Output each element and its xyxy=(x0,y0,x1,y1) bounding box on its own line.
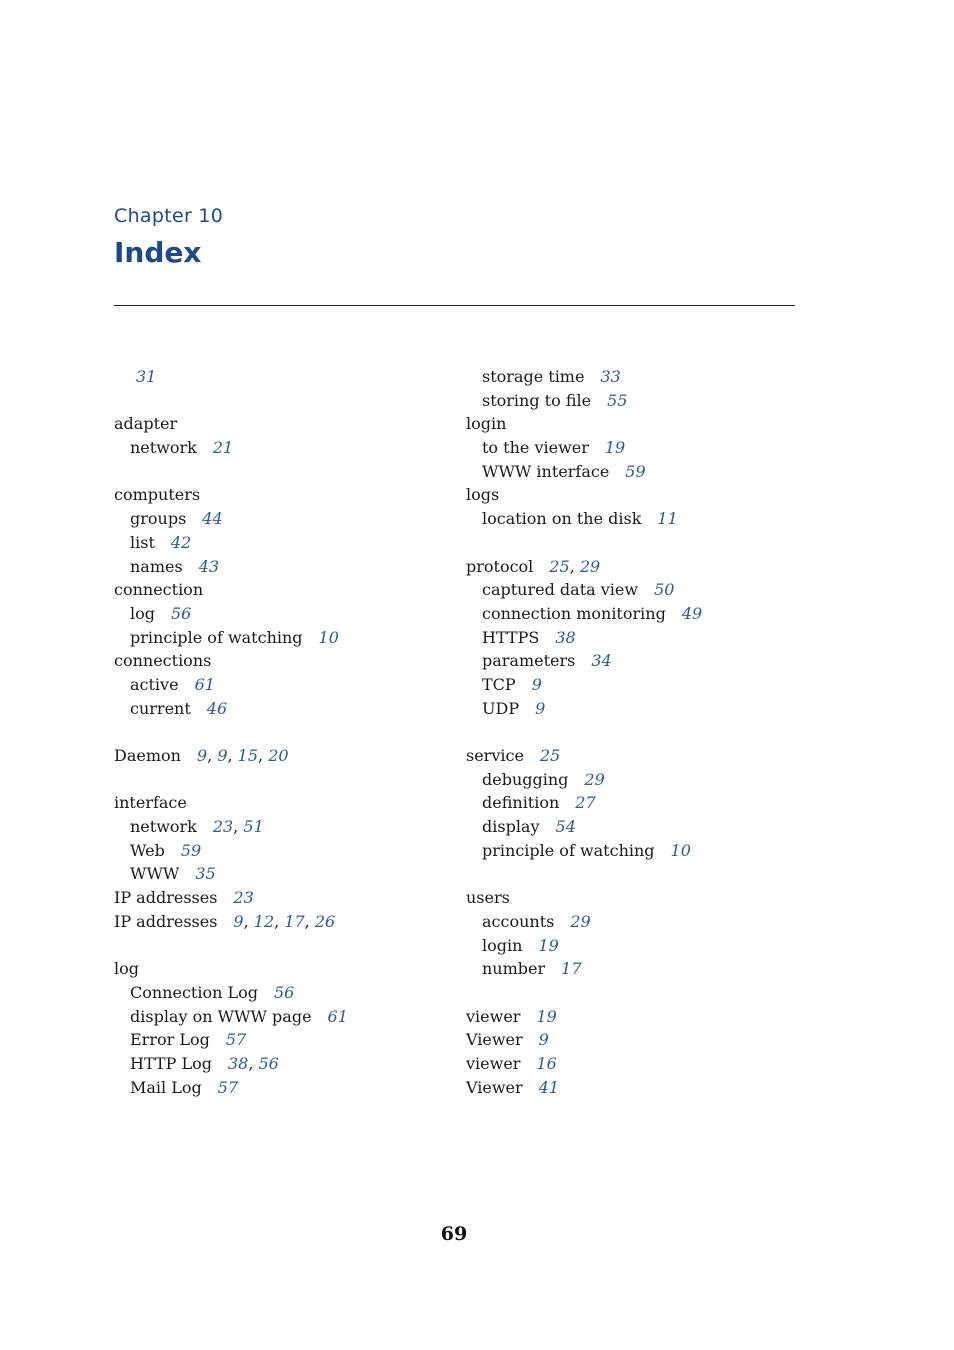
index-entry xyxy=(466,1076,806,1100)
page-link[interactable]: 20 xyxy=(268,746,289,765)
index-subentry xyxy=(114,1028,454,1052)
index-term: Daemon xyxy=(114,746,181,765)
index-term: login xyxy=(466,414,507,434)
index-term: Connection Log xyxy=(130,982,258,1002)
index-entry xyxy=(114,957,454,981)
page-link[interactable]: 57 xyxy=(225,1030,247,1050)
page-link[interactable]: 59 xyxy=(180,840,202,860)
page-link[interactable]: 44 xyxy=(202,509,223,529)
index-column-right xyxy=(466,365,806,1099)
page-link[interactable]: 34 xyxy=(591,651,612,671)
index-gap xyxy=(114,720,454,744)
page-link[interactable]: 17 xyxy=(561,959,582,979)
index-subentry xyxy=(466,602,806,626)
page-link[interactable]: 9 xyxy=(535,698,546,718)
index-term: display xyxy=(482,817,540,837)
index-term: storage time xyxy=(482,367,585,386)
index-term: HTTPS xyxy=(482,627,540,647)
index-subentry xyxy=(114,673,454,697)
page-link[interactable]: 9 xyxy=(538,1030,549,1050)
index-subentry xyxy=(466,460,806,484)
page-link[interactable]: 31 xyxy=(136,367,157,386)
index-gap xyxy=(114,934,454,958)
index-entry xyxy=(466,886,806,910)
index-entry: Daemon 9, 9, 15, 20 xyxy=(114,746,289,765)
index-term: accounts xyxy=(482,911,555,931)
index-term: Mail Log xyxy=(130,1077,202,1097)
index-subentry xyxy=(114,531,454,555)
index-term: log xyxy=(130,603,155,623)
page-link[interactable]: 59 xyxy=(625,461,646,481)
index-term: login xyxy=(482,935,523,955)
index-term: WWW xyxy=(130,864,180,884)
index-subentry xyxy=(466,436,806,460)
chapter-label: Chapter 10 xyxy=(114,205,224,227)
index-term: principle of watching xyxy=(130,627,303,647)
index-subentry xyxy=(466,673,806,697)
index-entry: IP addresses 9, 12, 17, 26 xyxy=(114,911,336,931)
index-term: connection xyxy=(114,580,204,600)
index-subentry xyxy=(114,862,454,886)
page-link[interactable]: 16 xyxy=(536,1053,557,1073)
index-term: viewer xyxy=(466,1006,521,1026)
page-link[interactable]: 15 xyxy=(237,746,259,765)
index-term: captured data view xyxy=(482,580,639,600)
page-link[interactable]: 29 xyxy=(579,556,601,576)
page-link[interactable]: 27 xyxy=(575,793,596,813)
index-subentry xyxy=(114,626,454,650)
index-subentry xyxy=(466,365,806,389)
index-term: storing to file xyxy=(482,390,592,410)
page-link[interactable]: 57 xyxy=(217,1077,239,1097)
page-link[interactable]: 56 xyxy=(273,982,295,1002)
page-link[interactable]: 10 xyxy=(670,840,691,860)
index-term: adapter xyxy=(114,414,178,434)
index-term: definition xyxy=(482,793,560,813)
index-subentry xyxy=(466,768,806,792)
index-entry xyxy=(114,483,454,507)
page-link[interactable]: 19 xyxy=(604,438,626,458)
index-subentry xyxy=(466,815,806,839)
index-subentry xyxy=(466,957,806,981)
index-entry xyxy=(114,791,454,815)
index-subentry xyxy=(466,626,806,650)
index-term: Viewer xyxy=(466,1030,523,1050)
index-entry xyxy=(466,1005,806,1029)
index-term: principle of watching xyxy=(482,840,655,860)
index-term: log xyxy=(114,959,139,979)
page-link[interactable]: 54 xyxy=(555,817,576,837)
index-term: interface xyxy=(114,793,187,813)
index-subentry xyxy=(466,839,806,863)
index-entry: protocol 25, 29 xyxy=(466,556,601,576)
page-link[interactable]: 29 xyxy=(570,911,591,931)
page-link[interactable]: 9 xyxy=(531,674,542,694)
index-subentry xyxy=(466,507,806,531)
index-term: to the viewer xyxy=(482,438,589,458)
index-term: active xyxy=(130,674,179,694)
index-subentry xyxy=(114,555,454,579)
index-term: current xyxy=(130,698,191,718)
index-gap xyxy=(466,862,806,886)
page-link[interactable]: 41 xyxy=(538,1077,560,1097)
index-column-left xyxy=(114,365,454,1099)
index-entry xyxy=(114,886,454,910)
index-gap xyxy=(466,720,806,744)
index-term: location on the disk xyxy=(482,509,642,529)
index-subentry xyxy=(114,697,454,721)
page-number: 69 xyxy=(440,1223,468,1245)
page-link[interactable]: 49 xyxy=(681,603,703,623)
page-link[interactable]: 51 xyxy=(243,817,264,837)
page-link[interactable]: 25 xyxy=(539,746,561,765)
index-subentry xyxy=(114,436,454,460)
page-link[interactable]: 50 xyxy=(654,580,675,600)
page-link[interactable]: 33 xyxy=(600,367,621,386)
page-link[interactable]: 29 xyxy=(584,769,605,789)
page-link[interactable]: 12 xyxy=(253,911,275,931)
index-entry xyxy=(466,1028,806,1052)
index-gap xyxy=(114,768,454,792)
index-subentry xyxy=(466,649,806,673)
index-term: network xyxy=(130,817,197,837)
page-link[interactable]: 56 xyxy=(171,603,192,623)
index-entry xyxy=(114,412,454,436)
page-link[interactable]: 61 xyxy=(194,674,215,694)
index-subentry xyxy=(114,602,454,626)
index-gap xyxy=(466,531,806,555)
index-subentry: HTTP Log 38, 56 xyxy=(130,1053,279,1073)
page-link[interactable]: 11 xyxy=(657,509,678,529)
page-link[interactable]: 19 xyxy=(538,935,559,955)
page-link[interactable]: 19 xyxy=(536,1006,557,1026)
index-entry xyxy=(466,744,806,768)
index-term: parameters xyxy=(482,651,576,671)
index-gap xyxy=(466,981,806,1005)
index-term: names xyxy=(130,556,183,576)
index-entry xyxy=(466,412,806,436)
index-subentry xyxy=(114,1076,454,1100)
index-subentry xyxy=(114,1005,454,1029)
index-subentry xyxy=(114,981,454,1005)
index-term: viewer xyxy=(466,1053,521,1073)
index-subentry xyxy=(466,910,806,934)
index-term: Error Log xyxy=(130,1030,210,1050)
index-term: TCP xyxy=(482,674,516,694)
index-term: connections xyxy=(114,651,212,671)
page-link[interactable]: 43 xyxy=(198,556,220,576)
index-entry xyxy=(466,1052,806,1076)
page-link[interactable]: 26 xyxy=(314,911,336,931)
page-link[interactable]: 42 xyxy=(170,532,192,552)
page-link[interactable]: 10 xyxy=(318,627,339,647)
index-subentry xyxy=(114,507,454,531)
index-term: UDP xyxy=(482,698,520,718)
index-term: protocol xyxy=(466,556,534,576)
index-term: network xyxy=(130,438,197,458)
index-term: number xyxy=(482,959,546,979)
page-link[interactable]: 23 xyxy=(212,817,234,837)
index-gap xyxy=(114,460,454,484)
index-entry xyxy=(114,649,454,673)
page-link[interactable]: 38 xyxy=(555,627,576,647)
page-link[interactable]: 46 xyxy=(206,698,228,718)
page-link[interactable]: 9 xyxy=(233,911,244,931)
index-subentry xyxy=(466,578,806,602)
index-term: computers xyxy=(114,485,201,505)
index-term: Viewer xyxy=(466,1077,523,1097)
index-subentry: network 23, 51 xyxy=(130,817,264,837)
page-link[interactable]: 21 xyxy=(212,438,234,458)
heading-rule xyxy=(114,305,795,306)
index-term: list xyxy=(130,532,155,552)
index-term: users xyxy=(466,888,510,908)
index-term: connection monitoring xyxy=(482,603,666,623)
page-link[interactable]: 56 xyxy=(258,1053,279,1073)
page-link[interactable]: 61 xyxy=(327,1006,348,1026)
index-term: HTTP Log xyxy=(130,1053,212,1073)
index-term: debugging xyxy=(482,769,569,789)
index-entry xyxy=(466,483,806,507)
index-entry xyxy=(114,578,454,602)
index-term: logs xyxy=(466,485,500,505)
index-subentry xyxy=(466,934,806,958)
page-link[interactable]: 9 xyxy=(196,746,208,765)
page-link[interactable]: 9 xyxy=(217,746,228,765)
page-link[interactable]: 17 xyxy=(284,911,305,931)
page-link[interactable]: 55 xyxy=(607,390,628,410)
index-term: groups xyxy=(130,509,187,529)
page-link[interactable]: 23 xyxy=(233,888,254,908)
index-subentry xyxy=(466,791,806,815)
page-link[interactable]: 35 xyxy=(195,864,216,884)
index-term: IP addresses xyxy=(114,888,218,908)
index-entry xyxy=(114,365,454,389)
index-term: WWW interface xyxy=(482,461,610,481)
index-subentry xyxy=(466,697,806,721)
index-subentry xyxy=(466,389,806,413)
page-link[interactable]: 25 xyxy=(549,556,570,576)
index-gap xyxy=(114,389,454,413)
page-link[interactable]: 38 xyxy=(227,1053,249,1073)
chapter-title: Index xyxy=(114,236,202,269)
index-term: Web xyxy=(130,840,165,860)
index-subentry xyxy=(114,839,454,863)
index-term: display on WWW page xyxy=(130,1006,312,1026)
index-term: IP addresses xyxy=(114,911,218,931)
index-term: service xyxy=(466,746,524,765)
